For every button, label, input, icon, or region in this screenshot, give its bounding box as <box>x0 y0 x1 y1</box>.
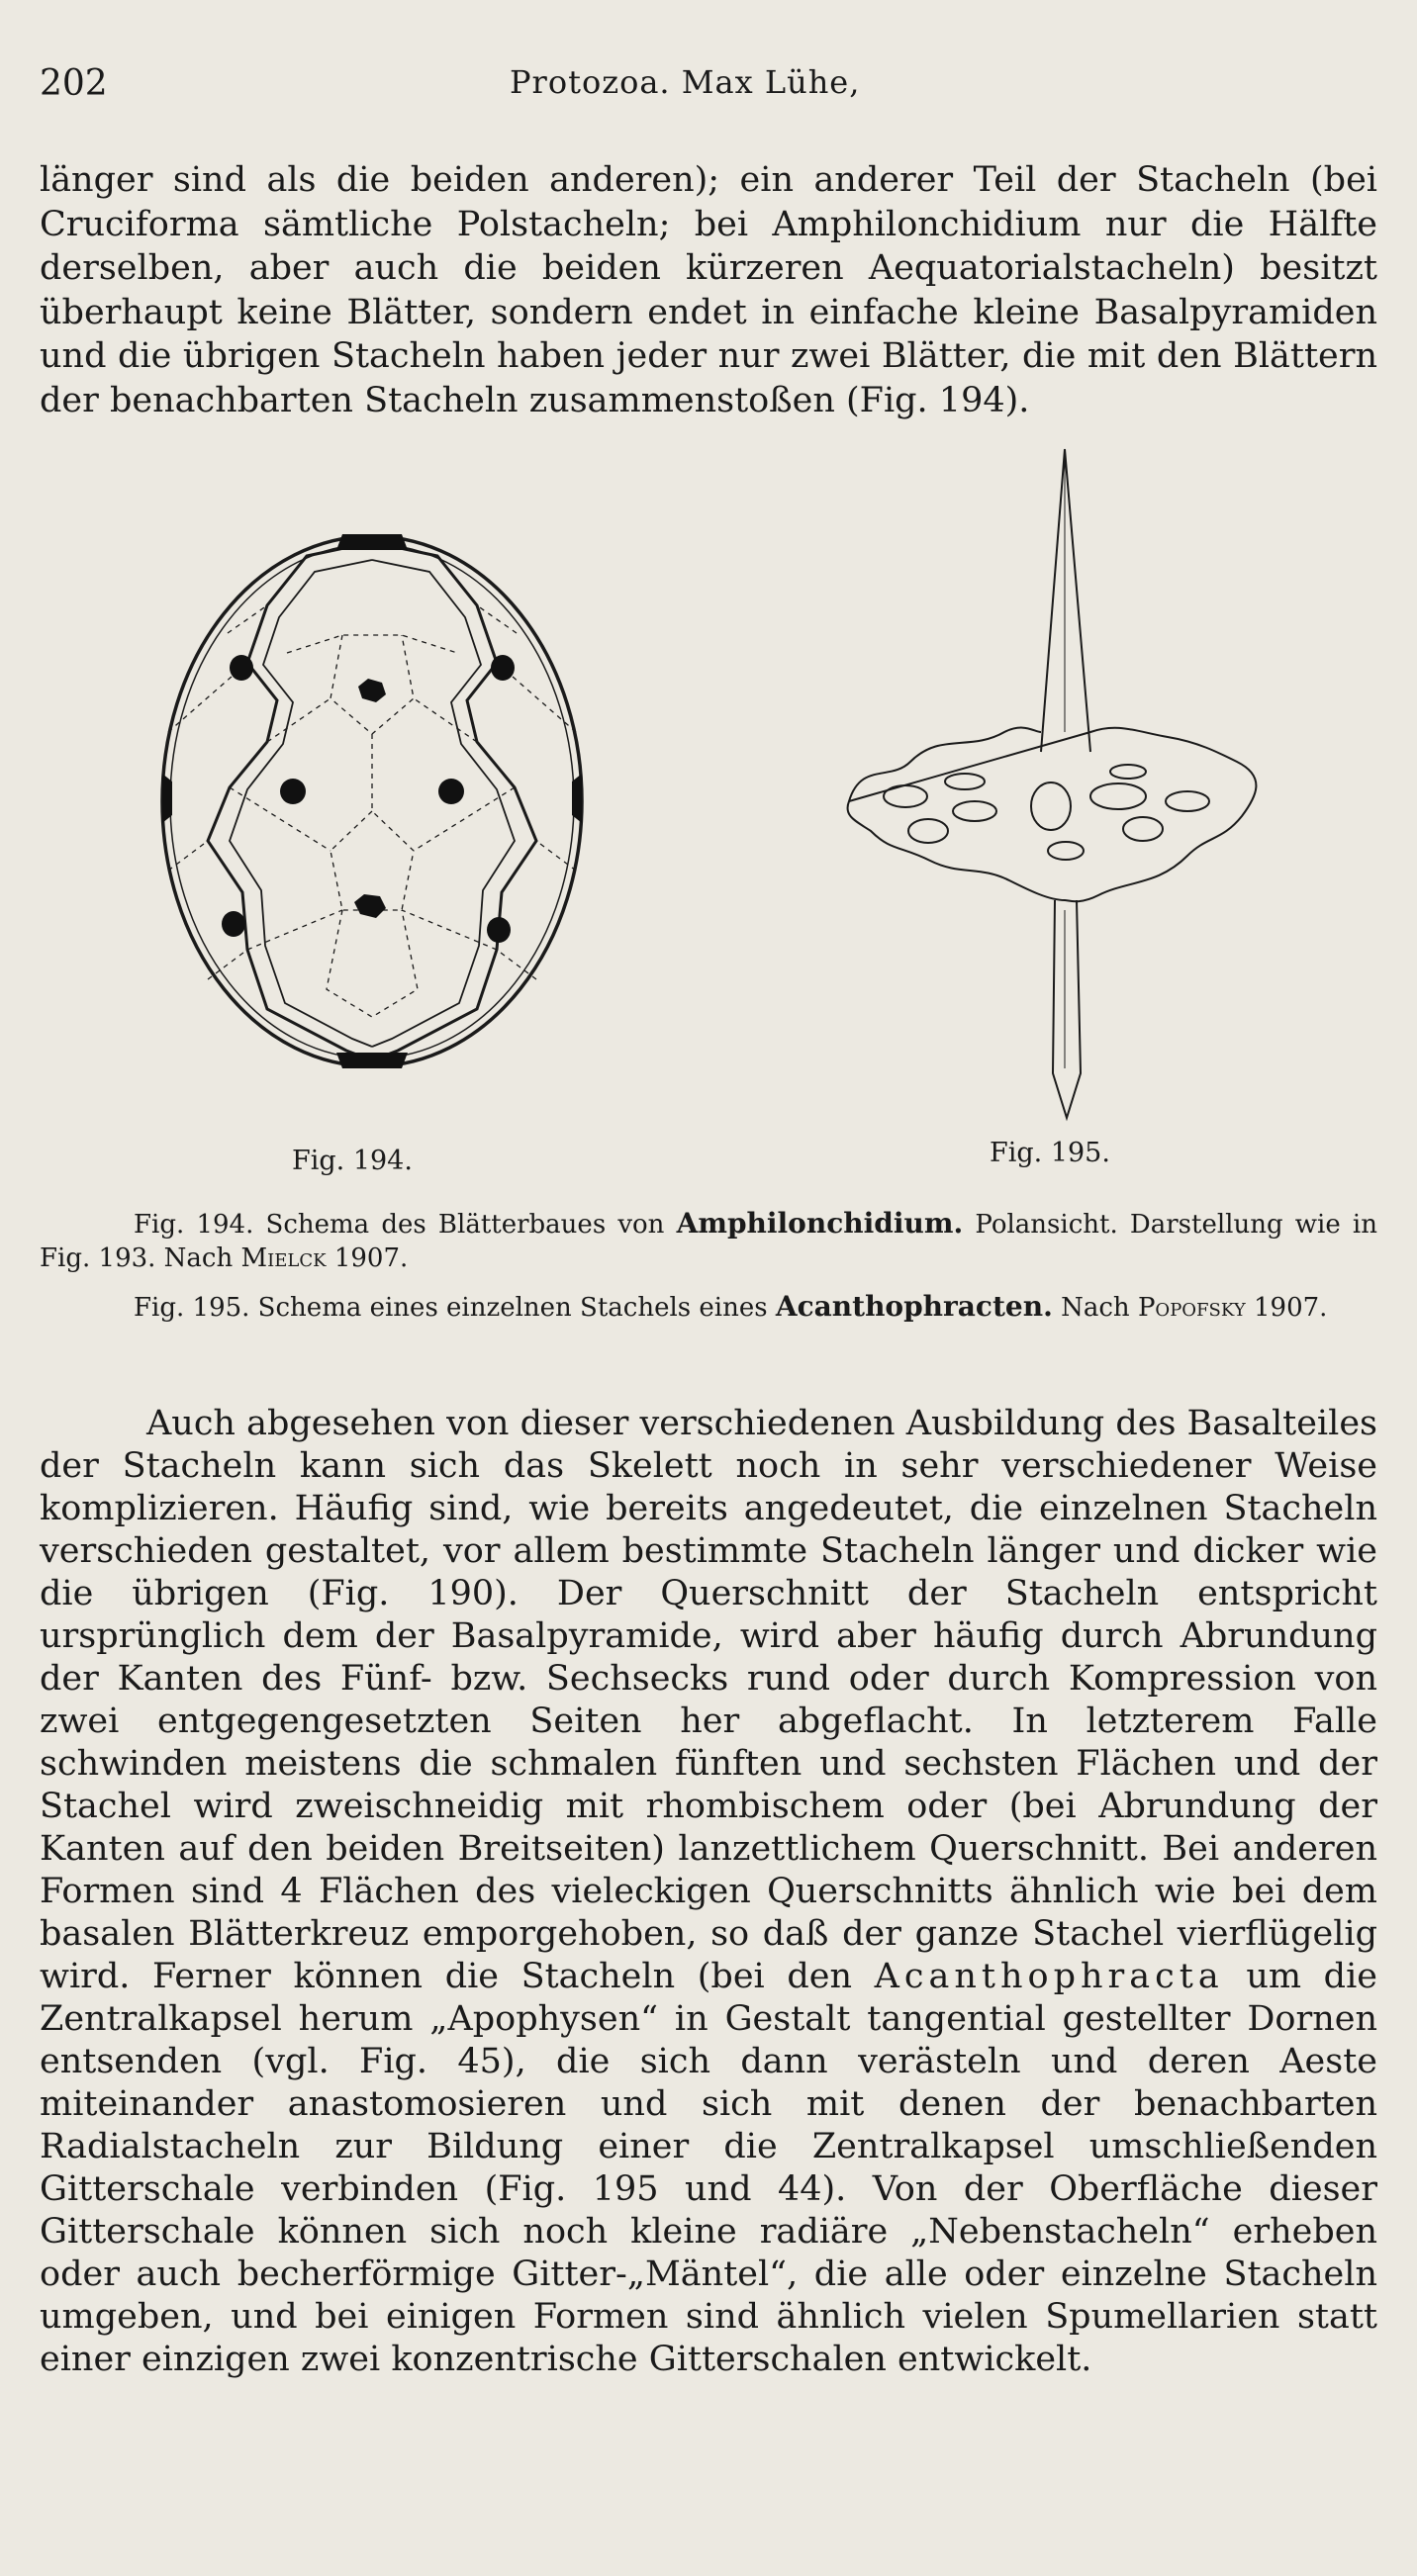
paragraph-main-part-1: Auch abgesehen von dieser verschiedenen Ausbildung des Basalteiles der Stacheln kann sich das Skelett noch in sehr verschiedener Weise komplizieren. Häufig sind, wie bereits angedeutet, die einzelnen Stacheln verschieden gestaltet, vor allem bestimmte Stacheln länger und dicker wie die übrigen (Fig. 190). Der Querschnitt der Stacheln entspricht ursprünglich dem der Basalpyramide, wird aber häufig durch Abrundung der Kanten des Fünf- bzw. Sechsecks rund oder durch Kompression von zwei entgegengesetzten Seiten her abgeflacht. In letzterem Falle schwinden meistens die schmalen fünften und sechsten Flächen und der Stachel wird zweischneidig mit rhombischem oder (bei Abrundung der Kanten auf den beiden Breitseiten) lanzettlichem Querschnitt. Bei anderen Formen sind 4 Flächen des vieleckigen Querschnitts ähnlich wie bei dem basalen Blätterkreuz emporgehoben, so daß der ganze Stachel vierflügelig wird. Ferner können die Stacheln (bei den <box>40 1404 1377 1996</box>
page-number: 202 <box>40 63 108 104</box>
caption-195-author: Popofsky <box>1137 1293 1246 1323</box>
figure-195-label: Fig. 195. <box>990 1138 1110 1168</box>
page-header <box>40 63 1377 113</box>
caption-195-year: 1907. <box>1254 1293 1328 1323</box>
paragraph-top: länger sind als die beiden anderen); ein anderer Teil der Stacheln (bei Cruciforma sämtliche Polstacheln; bei Amphilonchidium nur die Hälfte derselben, aber auch die beiden kürzeren Aequatorialstacheln) besitzt überhaupt keine Blätter, sondern endet in einfache kleine Basalpyramiden und die übrigen Stacheln haben jeder nur zwei Blätter, die mit den Blättern der benachbarten Stacheln zusammenstoßen (Fig. 194). <box>40 160 1377 420</box>
figure-195-drawing <box>831 435 1276 1128</box>
caption-194-text-2: Polansicht. Darstellung wie in Fig. 193. Nach <box>40 1210 1377 1273</box>
caption-194-year: 1907. <box>333 1243 409 1273</box>
caption-195 <box>40 1290 1377 1325</box>
paragraph-main <box>40 1403 1377 2381</box>
caption-195-text-2: Nach <box>1061 1293 1130 1323</box>
caption-194-author: Mielck <box>240 1243 327 1273</box>
caption-195-group: Acanthophracten. <box>775 1290 1053 1323</box>
paragraph-main-part-2: um die Zentralkapsel herum „Apophysen“ in Gestalt tangential gestellter Dornen entsenden (vgl. Fig. 45), die sich dann verästeln und deren Aeste miteinander anastomosieren und sich mit denen der benachbarten Radialstacheln zur Bildung einer die Zentralkapsel umschließenden Gitterschale verbinden (Fig. 195 und 44). Von der Oberfläche dieser Gitterschale können sich noch kleine radiäre „Nebenstacheln“ erheben oder auch becherförmige Gitter-„Mäntel“, die alle oder einzelne Stacheln umgeben, und bei einigen Formen sind ähnlich vielen Spumellarien statt einer einzigen zwei konzentrische Gitterschalen entwickelt. <box>40 1957 1377 2379</box>
caption-194-genus: Amphilonchidium. <box>676 1207 964 1240</box>
figure-194-drawing <box>148 514 604 1088</box>
figure-194-label: Fig. 194. <box>292 1146 413 1176</box>
caption-194-text: Fig. 194. Schema des Blätterbaues von <box>134 1210 665 1240</box>
caption-195-text: Fig. 195. Schema eines einzelnen Stachels eines <box>134 1293 768 1323</box>
paragraph-main-taxon: Acanthophracta <box>874 1957 1224 1996</box>
caption-194 <box>40 1207 1377 1275</box>
running-head: Protozoa. Max Lühe, <box>510 63 861 101</box>
